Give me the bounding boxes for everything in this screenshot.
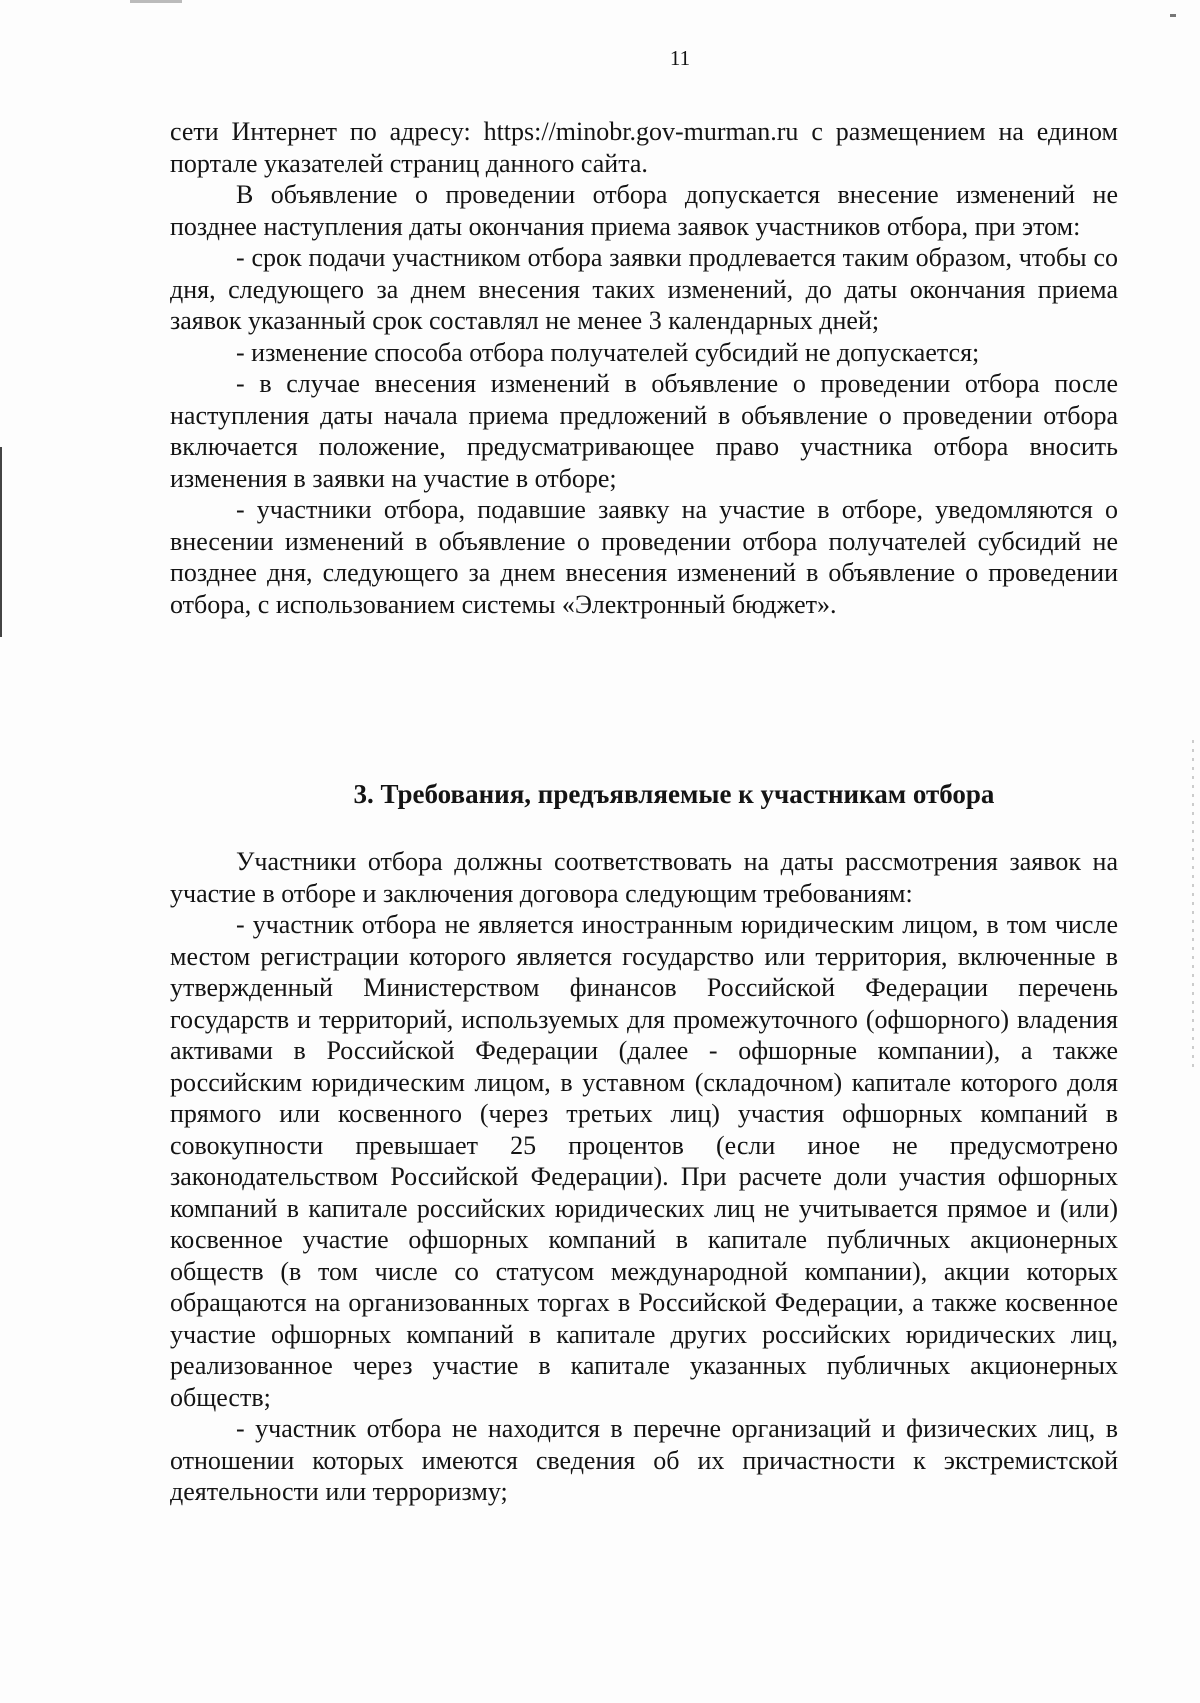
scan-artifact-top <box>130 0 182 3</box>
top-text-block <box>170 116 1118 620</box>
scan-artifact-right-dash <box>1170 14 1176 17</box>
paragraph: сети Интернет по адресу: https://minobr.gov-murman.ru с размещением на едином портале указателей страниц данного сайта. <box>170 117 1118 178</box>
paragraph: - изменение способа отбора получателей субсидий не допускается; <box>236 337 980 367</box>
section-heading: 3. Требования, предъявляемые к участникам отбора <box>353 779 995 809</box>
bottom-text-block <box>170 846 1118 1508</box>
paragraph: - в случае внесения изменений в объявление о проведении отбора после наступления даты начала приема предложений в объявление о проведении отбора включается положение, предусматривающее право участника отбора вносить изменения в заявки на участие в отборе; <box>170 369 1118 493</box>
scan-artifact-right-edge <box>1192 740 1194 1070</box>
paragraph: В объявление о проведении отбора допускается внесение изменений не позднее наступления даты окончания приема заявок участников отбора, при этом: <box>170 180 1118 241</box>
page-number: 11 <box>669 46 691 70</box>
paragraph: - участник отбора не является иностранным юридическим лицом, в том числе местом регистрации которого является государство или территория, включенные в утвержденный Министерством финансов Российской Федерации перечень государств и территорий, используемых для промежуточного (офшорного) владения активами в Российской Федерации (далее - офшорные компании), а также российским юридическим лицом, в уставном (складочном) капитале которого доля прямого или косвенного (через третьих лиц) участия офшорных компаний в совокупности превышает 25 процентов (если иное не предусмотрено законодательством Российской Федерации). При расчете доли участия офшорных компаний в капитале российских юридических лиц не учитывается прямое и (или) косвенное участие офшорных компаний в капитале публичных акционерных обществ (в том числе со статусом международной компании), акции которых обращаются на организованных торгах в Российской Федерации, а также косвенное участие офшорных компаний в капитале других российских юридических лиц, реализованное через участие в капитале указанных публичных акционерных обществ; <box>170 910 1118 1412</box>
paragraph: - срок подачи участником отбора заявки продлевается таким образом, чтобы со дня, следующего за днем внесения таких изменений, до даты окончания приема заявок указанный срок составлял не менее 3 календарных дней; <box>170 243 1118 335</box>
paragraph: - участники отбора, подавшие заявку на участие в отборе, уведомляются о внесении изменений в объявление о проведении отбора получателей субсидий не позднее дня, следующего за днем внесения изменений в объявление о проведении отбора, с использованием системы «Электронный бюджет». <box>170 495 1118 619</box>
paragraph: - участник отбора не находится в перечне организаций и физических лиц, в отношении которых имеются сведения об их причастности к экстремистской деятельности или терроризму; <box>170 1414 1118 1506</box>
paragraph: Участники отбора должны соответствовать на даты рассмотрения заявок на участие в отборе и заключения договора следующим требованиям: <box>170 847 1118 908</box>
scan-artifact-left-edge <box>0 447 2 637</box>
